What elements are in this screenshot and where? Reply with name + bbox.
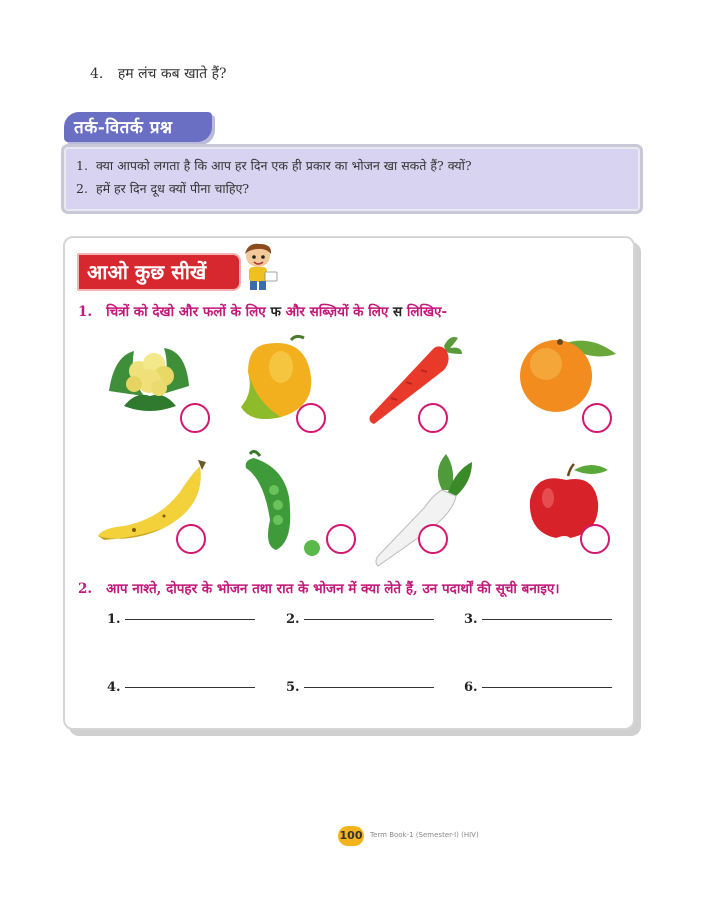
answer-circle-3[interactable] bbox=[418, 403, 448, 433]
learn-section-title bbox=[77, 253, 241, 291]
answer-line-number: 1. bbox=[107, 612, 121, 627]
answer-line-rule bbox=[125, 619, 255, 620]
answer-circle-7[interactable] bbox=[418, 524, 448, 554]
answer-circle-1[interactable] bbox=[180, 403, 210, 433]
debate-q2-number: 2. bbox=[76, 181, 88, 196]
debate-questions-box bbox=[64, 147, 640, 211]
answer-circle-2[interactable] bbox=[296, 403, 326, 433]
learn-q1-fa: फ bbox=[270, 304, 281, 320]
debate-question-2 bbox=[76, 180, 249, 197]
answer-line-number: 4. bbox=[107, 680, 121, 695]
answer-line-number: 6. bbox=[464, 680, 478, 695]
answer-line-rule bbox=[482, 619, 612, 620]
learn-q2-text: आप नाश्ते, दोपहर के भोजन तथा रात के भोजन में क्या लेते हैं, उन पदार्थों की सूची बनाइए। bbox=[106, 581, 560, 597]
answer-line-6[interactable] bbox=[464, 680, 612, 695]
debate-question-1 bbox=[76, 157, 472, 174]
answer-line-number: 5. bbox=[286, 680, 300, 695]
question-text: हम लंच कब खाते हैं? bbox=[117, 66, 227, 82]
answer-line-rule bbox=[304, 619, 434, 620]
learn-q1-text-b: और सब्ज़ियों के लिए bbox=[280, 304, 394, 320]
answer-line-number: 3. bbox=[464, 612, 478, 627]
answer-line-rule bbox=[482, 687, 612, 688]
answer-line-rule bbox=[304, 687, 434, 688]
footer-text: Term Book-1 (Semester-I) (HIV) bbox=[370, 831, 479, 839]
debate-q2-text: हमें हर दिन दूध क्यों पीना चाहिए? bbox=[95, 181, 250, 196]
learn-q2-number: 2. bbox=[78, 581, 93, 597]
debate-q1-text: क्या आपको लगता है कि आप हर दिन एक ही प्रकार का भोजन खा सकते हैं? क्यों? bbox=[95, 158, 472, 173]
debate-title-text: तर्क-वितर्क प्रश्न bbox=[74, 118, 173, 138]
page-number: 100 bbox=[338, 826, 364, 846]
debate-section-title bbox=[64, 112, 212, 142]
learn-question-2 bbox=[78, 579, 560, 597]
debate-q1-number: 1. bbox=[76, 158, 88, 173]
learn-q1-number: 1. bbox=[78, 304, 93, 320]
learn-question-1 bbox=[78, 302, 447, 320]
answer-line-4[interactable] bbox=[107, 680, 255, 695]
carrot-icon bbox=[366, 332, 466, 428]
answer-circle-8[interactable] bbox=[580, 524, 610, 554]
answer-circle-5[interactable] bbox=[176, 524, 206, 554]
answer-line-number: 2. bbox=[286, 612, 300, 627]
question-4 bbox=[90, 64, 227, 83]
learn-q1-sa: स bbox=[393, 304, 403, 320]
question-number: 4. bbox=[90, 66, 104, 82]
answer-circle-4[interactable] bbox=[582, 403, 612, 433]
answer-circle-6[interactable] bbox=[326, 524, 356, 554]
learn-q1-text-c: लिखिए- bbox=[402, 304, 448, 320]
answer-line-1[interactable] bbox=[107, 612, 255, 627]
answer-line-2[interactable] bbox=[286, 612, 434, 627]
answer-line-5[interactable] bbox=[286, 680, 434, 695]
answer-line-rule bbox=[125, 687, 255, 688]
learn-title-text: आओ कुछ सीखें bbox=[87, 260, 207, 284]
boy-mascot-icon bbox=[236, 240, 282, 292]
cauliflower-icon bbox=[104, 336, 196, 416]
orange-icon bbox=[518, 334, 618, 414]
peas-icon bbox=[240, 450, 328, 556]
answer-line-3[interactable] bbox=[464, 612, 612, 627]
learn-q1-text-a: चित्रों को देखो और फलों के लिए bbox=[106, 304, 271, 320]
